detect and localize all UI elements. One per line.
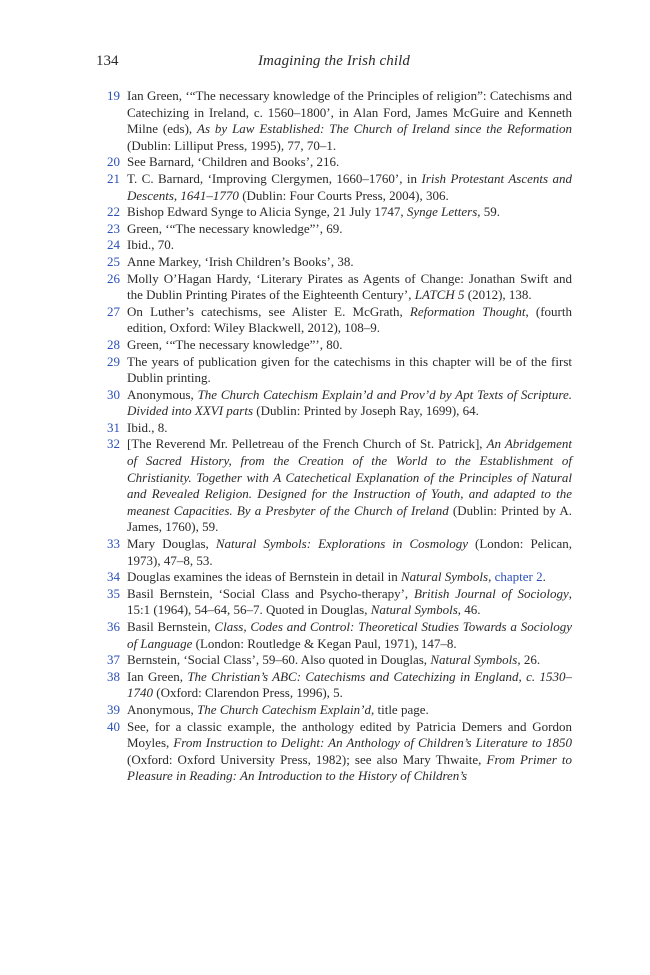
note-text: (Dublin: Lilliput Press, 1995), 77, 70–1. (127, 137, 337, 153)
note-italic-text: British Journal of Sociology (414, 585, 569, 601)
endnote-30 (96, 387, 572, 420)
endnote-22 (96, 204, 572, 221)
endnote-number-link[interactable]: 31 (107, 419, 120, 435)
endnote-number-link[interactable]: 37 (107, 652, 120, 668)
chapter-link[interactable]: chapter 2 (494, 569, 543, 585)
endnote-19 (96, 88, 572, 154)
endnote-40 (96, 719, 572, 785)
note-text: (Dublin: Printed by A. James, 1760), 59. (127, 502, 572, 535)
note-text: Green, ‘“The necessary knowledge”’, 69. (127, 220, 343, 236)
note-italic-text: From Primer to Pleasure in Reading: An Introduction to the History of Children’s (127, 751, 572, 784)
note-text: See, for a classic example, the anthology edited by Patricia Demers and Gordon Moyles, (127, 718, 572, 751)
endnote-28 (96, 337, 572, 354)
endnote-35 (96, 586, 572, 619)
note-text: (London: Pelican, 1973), 47–8, 53. (127, 536, 572, 568)
note-italic-text: Natural Symbols (430, 652, 518, 668)
note-text: (London: Routledge & Kegan Paul, 1971), 147–8. (192, 635, 457, 651)
note-text: . (542, 569, 546, 585)
endnote-number-link[interactable]: 35 (107, 585, 120, 601)
endnote-number-link[interactable]: 25 (107, 253, 120, 269)
endnote-26 (96, 271, 572, 304)
note-italic-text: LATCH 5 (414, 287, 465, 303)
note-text: Anonymous, (127, 701, 198, 717)
note-text: (2012), 138. (464, 287, 532, 303)
note-italic-text: The Church Catechism Explain’d (197, 701, 371, 717)
endnotes-list (96, 88, 572, 785)
note-text: Mary Douglas, (127, 536, 216, 552)
note-text: Bernstein, ‘Social Class’, 59–60. Also quoted in Douglas, (127, 652, 431, 668)
endnote-number-link[interactable]: 24 (107, 237, 120, 253)
running-head (96, 51, 572, 71)
endnote-number-link[interactable]: 19 (107, 88, 120, 103)
note-text: (Oxford: Clarendon Press, 1996), 5. (153, 685, 343, 701)
endnote-number-link[interactable]: 21 (107, 170, 120, 186)
note-text: T. C. Barnard, ‘Improving Clergymen, 1660–1760’, in (127, 170, 422, 186)
note-text: Ian Green, (127, 668, 188, 684)
note-text: See Barnard, ‘Children and Books’, 216. (127, 154, 340, 170)
note-italic-text: Natural Symbols (401, 569, 489, 585)
endnote-24 (96, 237, 572, 254)
note-italic-text: The Church Catechism Explain’d and Prov’d by Apt Texts of Scripture. Divided into XXVI parts (127, 386, 572, 419)
note-text: Douglas examines the ideas of Bernstein in detail in (127, 569, 402, 585)
endnote-number-link[interactable]: 29 (107, 353, 120, 369)
endnote-number-link[interactable]: 27 (107, 303, 120, 319)
running-title: Imagining the Irish child (257, 53, 411, 69)
note-text: Anonymous, (127, 386, 198, 402)
endnote-32 (96, 436, 572, 536)
endnote-37 (96, 652, 572, 669)
endnote-number-link[interactable]: 39 (107, 701, 120, 717)
endnote-23 (96, 221, 572, 238)
endnote-29 (96, 354, 572, 387)
endnote-36 (96, 619, 572, 652)
note-text: Basil Bernstein, (127, 619, 215, 634)
note-text: , (fourth edition, Oxford: Wiley Blackwell, 2012), 108–9. (127, 303, 572, 336)
endnote-number-link[interactable]: 23 (107, 220, 120, 236)
note-text: Molly O’Hagan Hardy, ‘Literary Pirates as Agents of Change: Jonathan Swift and the Dublin Printing Pirates of the Eighteenth Century’, (127, 270, 572, 303)
endnote-number-link[interactable]: 36 (107, 619, 120, 634)
note-italic-text: Reformation Thought (409, 303, 526, 319)
note-text: , 59. (477, 204, 501, 220)
note-text: The years of publication given for the catechisms in this chapter will be of the first Dublin printing. (127, 353, 572, 386)
note-text: Bishop Edward Synge to Alicia Synge, 21 July 1747, (127, 204, 407, 220)
note-text: (Oxford: Oxford University Press, 1982); see also Mary Thwaite, (127, 751, 487, 767)
note-text: , 26. (517, 652, 541, 668)
note-text: Green, ‘“The necessary knowledge”’, 80. (127, 336, 343, 352)
endnote-number-link[interactable]: 20 (107, 154, 120, 170)
note-italic-text: From Instruction to Delight: An Anthology of Children’s Literature to 1850 (173, 735, 573, 751)
note-italic-text: Synge Letters (406, 204, 478, 220)
endnote-number-link[interactable]: 30 (107, 386, 120, 402)
note-italic-text: The Christian’s ABC: Catechisms and Catechizing in England, c. 1530–1740 (127, 668, 573, 701)
note-text: On Luther’s catechisms, see Alister E. McGrath, (127, 303, 410, 319)
page-number: 134 (96, 53, 119, 69)
note-italic-text: Natural Symbols (370, 602, 458, 618)
endnote-number-link[interactable]: 40 (107, 718, 120, 734)
note-italic-text: Irish Protestant Ascents and Descents, 1641–1770 (127, 170, 573, 203)
endnote-number-link[interactable]: 32 (107, 436, 120, 452)
note-text: Ibid., 8. (127, 419, 168, 435)
note-text: , (488, 569, 495, 585)
note-italic-text: Natural Symbols: Explorations in Cosmology (215, 536, 468, 552)
endnote-34 (96, 569, 572, 586)
endnote-33 (96, 536, 572, 569)
note-text: Basil Bernstein, ‘Social Class and Psycho-therapy’, (127, 585, 415, 601)
endnote-39 (96, 702, 572, 719)
endnote-number-link[interactable]: 22 (107, 204, 120, 220)
note-text: (Dublin: Printed by Joseph Ray, 1699), 64. (253, 403, 479, 419)
endnote-number-link[interactable]: 28 (107, 336, 120, 352)
note-text: , 46. (457, 602, 481, 618)
note-italic-text: Class, Codes and Control: Theoretical Studies Towards a Sociology of Language (127, 619, 572, 651)
endnote-number-link[interactable]: 26 (107, 270, 120, 286)
endnote-27 (96, 304, 572, 337)
note-text: , 15:1 (1964), 54–64, 56–7. Quoted in Douglas, (127, 585, 572, 618)
endnote-31 (96, 420, 572, 437)
note-text: [The Reverend Mr. Pelletreau of the French Church of St. Patrick], (127, 436, 487, 452)
endnote-number-link[interactable]: 33 (107, 536, 120, 552)
note-text: (Dublin: Four Courts Press, 2004), 306. (238, 187, 449, 203)
endnote-38 (96, 669, 572, 702)
endnote-number-link[interactable]: 38 (107, 668, 120, 684)
note-text: Anne Markey, ‘Irish Children’s Books’, 38. (127, 253, 354, 269)
note-text: , title page. (370, 701, 429, 717)
note-italic-text: An Abridgement of Sacred History, from the Creation of the World to the Establishment of Christianity. Together with A Catechetical Explanation of the Principles of Natural and Revealed Religion. Designed for the Instruction of Youth, and adapted to the meanest Capacities. By a Presbyter of the Church of Ireland (127, 436, 572, 518)
note-italic-text: As by Law Established: The Church of Ireland since the Reformation (197, 121, 572, 137)
note-text: Ibid., 70. (127, 237, 174, 253)
note-text: Ian Green, ‘“The necessary knowledge of the Principles of religion”: Catechisms and Catechizing in Ireland, c. 1560–1800’, in Alan Ford, James McGuire and Kenneth Milne (eds), (127, 88, 572, 137)
endnote-21 (96, 171, 572, 204)
endnote-20 (96, 154, 572, 171)
endnote-number-link[interactable]: 34 (107, 569, 120, 585)
endnote-25 (96, 254, 572, 271)
